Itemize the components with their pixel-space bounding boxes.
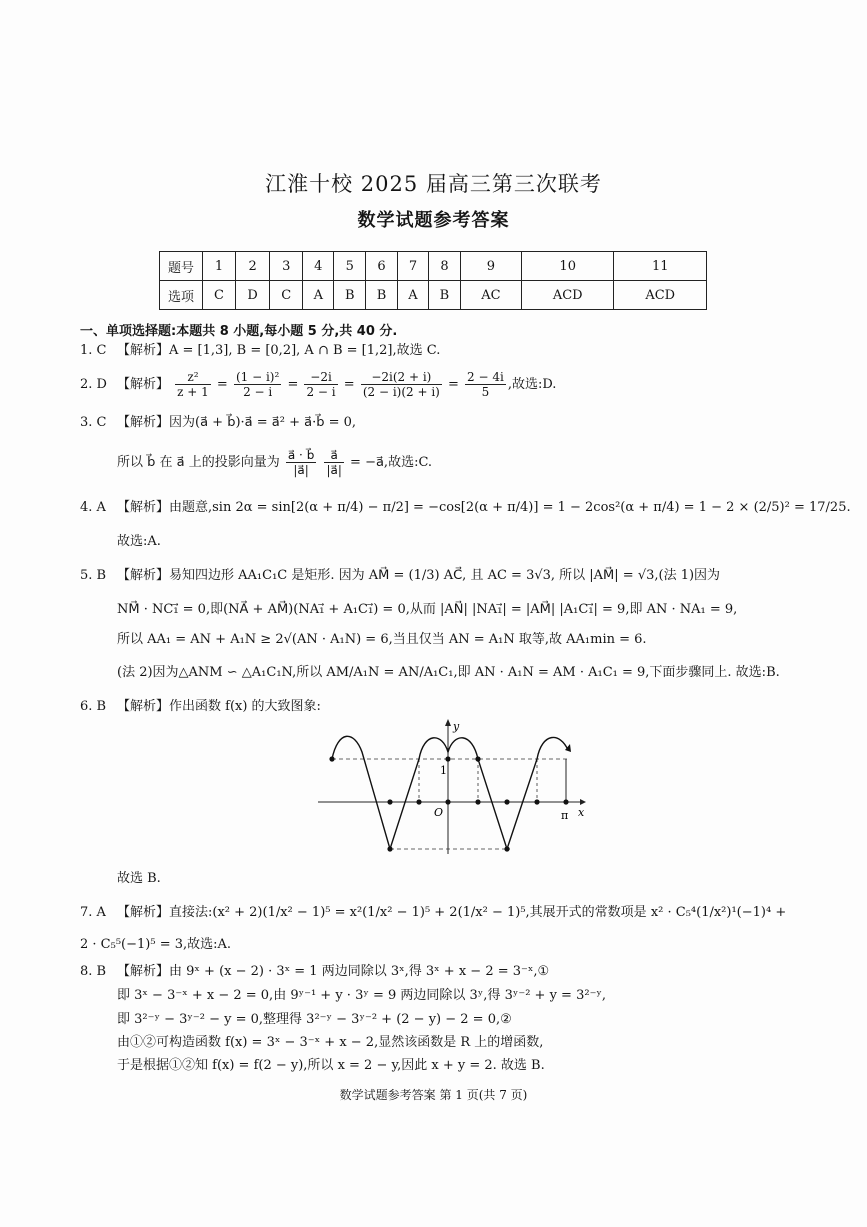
q1-text: 【解析】A = [1,3], B = [0,2], A ∩ B = [1,2],故选 C.	[117, 343, 441, 358]
answer-cell: C	[270, 281, 303, 310]
q4-line	[80, 499, 851, 517]
q6-number: 6. B	[80, 699, 107, 714]
curve-point	[387, 799, 392, 804]
answer-cell: B	[366, 281, 398, 310]
q2-fraction	[304, 370, 337, 399]
q8-text-3: 即 3²⁻ʸ − 3ʸ⁻² − y = 0,整理得 3²⁻ʸ − 3ʸ⁻² + (2 − y) − 2 = 0,②	[117, 1012, 512, 1027]
frac-denominator: z + 1	[177, 385, 209, 399]
q3-fraction	[324, 448, 343, 477]
answer-cell: ACD	[521, 281, 613, 310]
q6-line	[80, 698, 321, 716]
frac-numerator: −2i	[304, 370, 337, 385]
q3-tail: = −a⃗,故选:C.	[350, 455, 433, 470]
pi-label: π	[561, 809, 569, 822]
q8-text-5: 于是根据①②知 f(x) = f(2 − y),所以 x = 2 − y,因此 x + y = 2. 故选 B.	[117, 1058, 545, 1073]
one-label: 1	[440, 764, 447, 777]
curve-point	[475, 756, 480, 761]
q3-text-1: 【解析】因为(a⃗ + b⃗)·a⃗ = a⃗² + a⃗·b⃗ = 0,	[117, 415, 357, 430]
q5-line	[80, 567, 720, 585]
x-axis-arrow	[580, 799, 586, 805]
answer-table-number-row	[160, 252, 707, 281]
page-subtitle: 数学试题参考答案	[357, 210, 510, 231]
frac-denominator: 2 − i	[243, 385, 273, 399]
frac-denominator: (2 − i)(2 + i)	[362, 385, 440, 399]
q7-number: 7. A	[80, 905, 106, 920]
function-curve	[332, 736, 568, 849]
answer-table-answer-row	[160, 281, 707, 310]
q5-text-1: 【解析】易知四边形 AA₁C₁C 是矩形. 因为 AM⃗ = (1/3) AC⃗, 且 AC = 3√3, 所以 |AM⃗| = √3,(法 1)因为	[117, 568, 721, 583]
q8-line-2	[117, 987, 606, 1005]
y-axis-label: y	[453, 720, 460, 733]
q4-number: 4. A	[80, 500, 106, 515]
q3-line	[80, 414, 356, 432]
answer-cell: C	[203, 281, 236, 310]
q2-lead: 【解析】	[117, 377, 170, 392]
q7-line	[80, 904, 786, 922]
x-axis-label: x	[578, 806, 585, 819]
curve-point	[504, 846, 509, 851]
q5-number: 5. B	[80, 568, 107, 583]
q2-fraction	[465, 370, 506, 399]
q8-line-5	[117, 1057, 545, 1075]
curve-point	[534, 799, 539, 804]
page-title: 江淮十校 2025 届高三第三次联考	[265, 172, 602, 196]
frac-denominator: 2 − i	[306, 385, 336, 399]
q2-fraction	[175, 370, 211, 399]
frac-numerator: z²	[175, 370, 211, 385]
q5-text-4: (法 2)因为△ANM ∽ △A₁C₁N,所以 AM/A₁N = AN/A₁C₁,即 AN · A₁N = AM · A₁C₁ = 9,下面步骤同上. 故选:B.	[117, 665, 780, 680]
curve-point	[504, 799, 509, 804]
frac-denominator: |a⃗|	[293, 463, 309, 477]
section-heading: 一、单项选择题:本题共 8 小题,每小题 5 分,共 40 分.	[80, 324, 398, 339]
question-number: 9	[460, 252, 521, 281]
q8-line-4	[117, 1034, 543, 1052]
question-number: 11	[614, 252, 707, 281]
question-number: 1	[203, 252, 236, 281]
curve-point	[445, 799, 450, 804]
answer-cell: A	[397, 281, 428, 310]
q2-line: 2. D 【解析】 $\frac{\text{z²}}{z + 1}$ = $\frac{\text{(1 − i)²}}{2 - i}$ = $\frac{-2i}{2 - i}$ = $\frac{-2i(2 + i)}{(2 - i)(2 + i)}$ = $\frac{2 - 4i}{5}$ ,故选:D.	[80, 370, 557, 399]
q5-line-3	[117, 631, 647, 649]
question-number: 6	[366, 252, 398, 281]
question-number: 4	[303, 252, 334, 281]
answer-table	[159, 251, 707, 310]
q7-text-1: 【解析】直接法:(x² + 2)(1/x² − 1)⁵ = x²(1/x² − 1)⁵ + 2(1/x² − 1)⁵,其展开式的常数项是 x² · C₅⁴(1/x²)¹(−1)⁴ +	[117, 905, 787, 920]
q3-number: 3. C	[80, 415, 107, 430]
q8-line-3	[117, 1011, 512, 1029]
answer-cell: B	[334, 281, 366, 310]
question-number: 10	[521, 252, 613, 281]
q5-line-4	[117, 664, 780, 682]
answer-cell: B	[429, 281, 461, 310]
question-number: 7	[397, 252, 428, 281]
q8-text-2: 即 3ˣ − 3⁻ˣ + x − 2 = 0,由 9ʸ⁻¹ + y · 3ʸ = 9 两边同除以 3ʸ,得 3ʸ⁻² + y = 3²⁻ʸ,	[117, 988, 607, 1003]
q5-text-3: 所以 AA₁ = AN + A₁N ≥ 2√(AN · A₁N) = 6,当且仅当 AN = A₁N 取等,故 AA₁min = 6.	[117, 632, 647, 647]
answer-row-label: 选项	[160, 281, 203, 310]
q1-line	[80, 342, 440, 360]
frac-numerator: a⃗ · b⃗	[287, 448, 315, 462]
q6-after: 故选 B.	[117, 871, 161, 886]
q4-text: 【解析】由题意,sin 2α = sin[2(α + π/4) − π/2] = −cos[2(α + π/4)] = 1 − 2cos²(α + π/4) = 1 − 2 × (2/5)² = 17/25.	[117, 500, 851, 515]
curve-point	[387, 846, 392, 851]
q4-text-2: 故选:A.	[117, 534, 161, 549]
question-number: 8	[429, 252, 461, 281]
q3-fraction	[286, 448, 316, 477]
q2-fraction	[361, 370, 442, 399]
frac-denominator: 5	[481, 385, 490, 399]
curve-point	[563, 799, 568, 804]
answer-cell: AC	[460, 281, 521, 310]
frac-denominator: |a⃗|	[326, 463, 342, 477]
frac-numerator: 2 − 4i	[467, 370, 504, 384]
q2-tail: ,故选:D.	[507, 377, 557, 392]
q7-text-2: 2 · C₅⁵(−1)⁵ = 3,故选:A.	[80, 937, 232, 952]
q7-line-2	[80, 936, 231, 954]
frac-numerator: −2i(2 + i)	[361, 370, 442, 385]
q2-fraction	[234, 370, 281, 399]
frac-numerator: (1 − i)²	[235, 370, 280, 384]
function-graph	[312, 716, 592, 856]
q8-line	[80, 963, 549, 981]
q3-text-2: 所以 b⃗ 在 a⃗ 上的投影向量为	[117, 455, 280, 470]
q5-line-2	[117, 601, 737, 619]
question-number: 3	[270, 252, 303, 281]
q8-text-1: 【解析】由 9ˣ + (x − 2) · 3ˣ = 1 两边同除以 3ˣ,得 3ˣ + x − 2 = 3⁻ˣ,①	[117, 964, 550, 979]
y-axis-arrow	[445, 719, 451, 726]
answer-cell: A	[303, 281, 334, 310]
frac-numerator: a⃗	[324, 448, 343, 463]
q1-number: 1. C	[80, 343, 107, 358]
curve-point	[416, 799, 421, 804]
q6-conclusion	[117, 870, 161, 888]
q3-line-2	[117, 448, 432, 477]
origin-label: O	[434, 806, 444, 819]
answer-cell: D	[235, 281, 269, 310]
q6-text: 【解析】作出函数 f(x) 的大致图象:	[117, 699, 321, 714]
curve-point	[445, 756, 450, 761]
question-number: 2	[235, 252, 269, 281]
q2-number: 2. D	[80, 377, 107, 392]
question-number: 5	[334, 252, 366, 281]
curve-point	[475, 799, 480, 804]
number-row-label: 题号	[160, 252, 203, 281]
answer-cell: ACD	[614, 281, 707, 310]
curve-point	[329, 756, 334, 761]
q4-line-2	[117, 533, 161, 551]
page-footer: 数学试题参考答案 第 1 页(共 7 页)	[339, 1088, 528, 1102]
q5-text-2: NM⃗ · NC₁⃗ = 0,即(NA⃗ + AM⃗)(NA₁⃗ + A₁C₁⃗) = 0,从而 |AN⃗| |NA₁⃗| = |AM⃗| |A₁C₁⃗| = 9,即 AN · NA₁ = 9,	[117, 602, 738, 617]
q8-text-4: 由①②可构造函数 f(x) = 3ˣ − 3⁻ˣ + x − 2,显然该函数是 R 上的增函数,	[117, 1035, 544, 1050]
q8-number: 8. B	[80, 964, 107, 979]
